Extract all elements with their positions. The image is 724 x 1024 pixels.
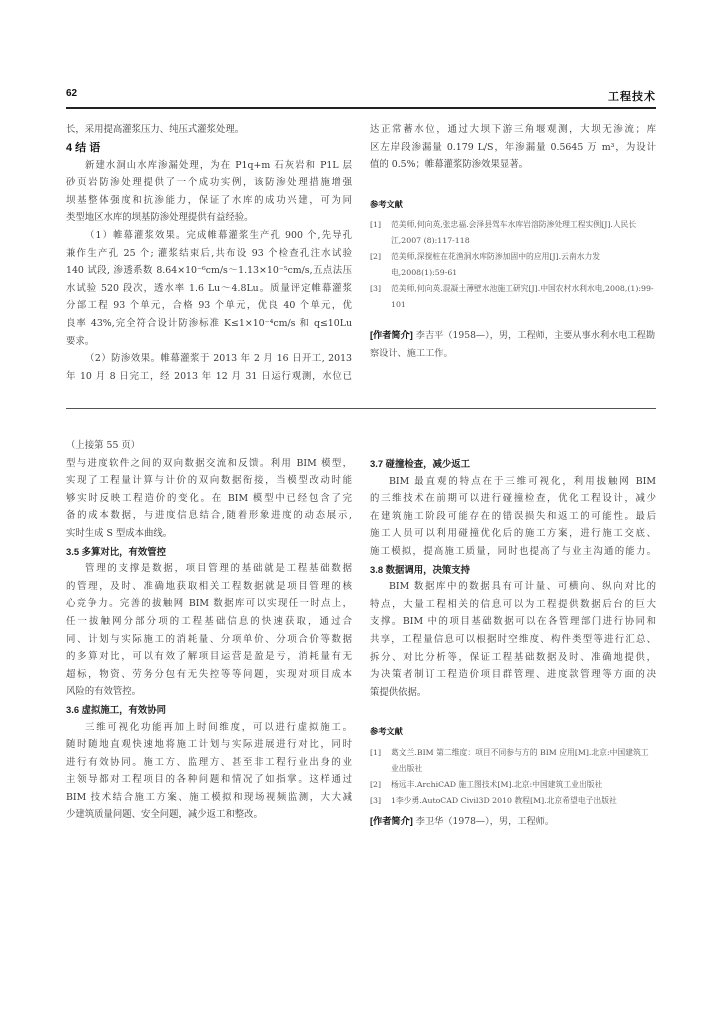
page-number: 62 [66,88,78,99]
section-heading: 3.8 数据调用，决策支持 [370,563,471,575]
body-line: BIM 最直观的特点在于三维可视化，利用拔触网 BIM [389,475,656,487]
references-title: 参考文献 [370,199,403,209]
body-line: 年 10 月 8 日完工，经 2013 年 12 月 31 日运行观测，水位已 [66,370,352,382]
running-head: 工程技术 [608,91,656,103]
body-line: 支撑。BIM 中的项目基础数据可以在各管理部门进行协同和 [370,616,656,628]
top-right-column [370,121,656,363]
reference-item: [2] 范美师,深搅桩在花渔洞水库防渗加固中的应用[J].云南水力发电,2008(1):59-61 [370,252,601,278]
body-line: 为决策者制订工程造价项目群管理、进度款管理等方面的决 [370,669,656,681]
body-line: 的管理，及时、准确地获取相关工程数据就是项目管理的核 [66,580,352,592]
author-bio-text: 李吉平（1958—），男，工程师，主要从事水利水电工程勘察设计、施工工作。 [370,330,656,359]
body-line: 拆分、对比分析等，保证工程基础数据及时、准确地提供， [370,651,656,663]
body-line: 三维可视化功能再加上时间维度，可以进行虚拟施工。 [85,721,352,733]
references-title: 参考文献 [370,727,403,737]
body-line: （1）帷幕灌浆效果。完成帷幕灌浆生产孔 900 个,先导孔 [85,229,352,241]
body-line: 的三维技术在前期可以进行碰撞检查，优化工程设计，减少 [370,493,656,505]
section-heading-conclusion: 4 结 语 [66,141,101,154]
body-line: 实现了工程量计算与计价的双向数据衔接，当模型改动时能 [66,475,352,487]
author-bio-tag: [作者简介] [370,815,413,826]
article-divider [66,408,656,409]
bottom-right-column [370,455,656,831]
body-line: 要求。 [66,335,95,347]
body-line: 在建筑施工阶段可能存在的错误损失和返工的可能性。最后 [370,510,656,522]
body-line: 分部工程 93 个单元，合格 93 个单元，优良 40 个单元，优 [66,300,352,312]
body-line: 特点，大量工程相关的信息可以为工程提供数据后台的巨大 [370,598,656,610]
continuation-note: （上接第 55 页） [66,440,141,451]
top-left-column [66,121,352,385]
body-line: BIM 数据库中的数据具有可计量、可横向、纵向对比的 [389,581,656,593]
reference-item: [1] 葛文兰.BIM 第二维度：项目不同参与方的 BIM 应用[M].北京:中国建筑工业出版社 [370,747,649,773]
body-line: 良率 43%,完全符合设计防渗标准 K≤1×10⁻⁴cm/s 和 q≤10Lu [66,317,352,329]
section-heading: 3.5 多算对比，有效管控 [66,545,167,557]
body-line: 坝基整体强度和抗渗能力，保证了水库的成功兴建，可为同 [66,194,352,206]
body-line: 风险的有效管控。 [66,686,142,698]
body-line: 砂页岩防渗处理提供了一个成功实例，该防渗处理措施增强 [66,177,352,189]
body-line: 同、计划与实际施工的消耗量、分项单价、分项合价等数据 [66,633,352,645]
body-line: 140 试段, 渗透系数 8.64×10⁻⁶cm/s～1.13×10⁻⁵cm/s,五点法压 [66,265,352,277]
body-line: 型与进度软件之间的双向数据交流和反馈。利用 BIM 模型， [66,457,352,469]
body-line: 管理的支撑是数据，项目管理的基础就是工程基础数据 [85,563,352,575]
bottom-left-column [66,437,352,824]
body-line: 任一拔触网分部分项的工程基础信息的快速获取，通过合 [66,615,352,627]
body-line: 类型地区水库的坝基防渗处理提供有益经验。 [66,212,254,224]
body-line: 够实时反映工程造价的变化。在 BIM 模型中已经包含了完 [66,492,352,504]
section-heading: 3.7 碰撞检查，减少返工 [370,458,471,469]
body-line: 主领导都对工程项目的各种问题和情况了如指掌。这样通过 [66,774,352,786]
body-line: 超标，物资、劳务分包有无失控等等问题，实现对项目成本 [66,668,352,680]
body-line: 水试验 520 段次，透水率 1.6 Lu～4.8Lu。质量评定帷幕灌浆 [66,282,352,294]
body-line: BIM 技术结合施工方案、施工模拟和现场视频监测，大大减 [66,791,352,803]
body-line: 长，采用提高灌浆压力、纯压式灌浆处理。 [66,124,245,135]
body-line: 达正常蓄水位，通过大坝下游三角堰观测，大坝无渗流；库 [370,124,656,135]
author-bio [370,327,656,362]
reference-item: [3] 1李少勇.AutoCAD Civil3D 2010 教程[M].北京希望电子出版社 [370,795,617,805]
reference-item: [3] 范美师,何向英.混凝土薄壁水池施工研究[J].中国农村水利水电,2008,(1):99-101 [370,284,654,310]
reference-item: [2] 杨远丰.ArchiCAD 施工图技术[M].北京:中国建筑工业出版社 [370,779,603,789]
reference-item: [1] 范美师,何向英,张忠福.会泽县驾车水库岩溶防渗处理工程实例[J].人民长江,2007 (8):117-118 [370,220,637,246]
author-bio-text: 李卫华（1978—），男，工程师。 [415,815,555,827]
body-line: 心竞争力。完善的拔触网 BIM 数据库可以实现任一时点上， [66,598,352,610]
body-line: 兼作生产孔 25 个; 灌浆结束后,共布设 93 个检查孔注水试验 [66,247,352,259]
body-line: 少建筑质量问题、安全问题，减少返工和整改。 [66,809,263,821]
body-line: 施工模拟，提高施工质量，同时也提高了与业主沟通的能力。 [370,545,656,557]
body-line: （2）防渗效果。帷幕灌浆于 2013 年 2 月 16 日开工, 2013 [85,353,352,365]
body-line: 区左岸段渗漏量 0.179 L/S，年渗漏量 0.5645 万 m³，为设计 [370,141,656,153]
body-line: 新建水洞山水库渗漏处理，为在 P1q+m 石灰岩和 P1L 层 [85,159,352,171]
body-line: 随时随地直观快速地将施工计划与实际进展进行对比，同时 [66,739,352,751]
body-line: 实时生成 S 型成本曲线。 [66,527,173,539]
body-line: 值的 0.5%；帷幕灌浆防渗效果显著。 [370,159,529,171]
body-line: 策提供依据。 [370,686,427,698]
body-line: 备的成本数据，与进度信息结合,随着形象进度的动态展示, [66,510,352,522]
body-line: 进行有效协同。施工方、监理方、甚至非工程行业出身的业 [66,756,352,768]
section-heading: 3.6 虚拟施工，有效协同 [66,703,167,715]
body-line: 共享，工程量信息可以根据时空维度、构件类型等进行汇总、 [370,633,656,645]
author-bio-tag: [作者简介] [370,330,413,341]
author-bio [370,813,656,831]
body-line: 施工人员可以利用碰撞优化后的施工方案，进行施工交底、 [370,528,656,540]
header-rule [66,107,656,109]
body-line: 的多算对比，可以有效了解项目运营是盈是亏，消耗量有无 [66,651,352,663]
